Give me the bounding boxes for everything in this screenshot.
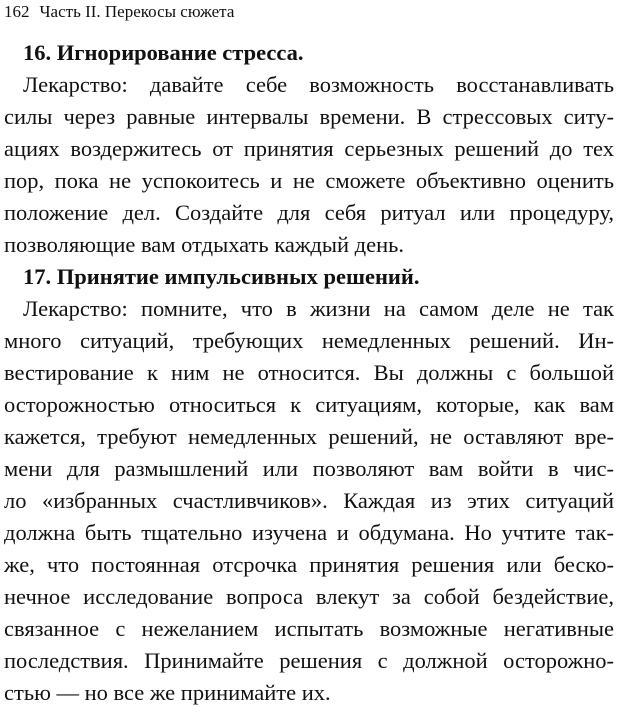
body-line: позволяющие вам отдыхать каждый день. — [4, 232, 404, 257]
body-line: же, что постоянная отсрочка принятия решения или беско- — [4, 552, 614, 577]
body-line: положение дел. Создайте для себя ритуал или процедуру, — [4, 200, 614, 225]
body-line: осторожностью относиться к ситуациям, которые, как вам — [4, 392, 614, 417]
running-head-title: Часть II. Перекосы сюжета — [39, 2, 235, 21]
body-line: мени для размышлений или позволяют вам войти в чис- — [4, 456, 614, 481]
body-line: много ситуаций, требующих немедленных решений. Ин- — [4, 328, 614, 353]
body-line: нечное исследование вопроса влекут за собой бездействие, — [4, 584, 614, 609]
page-number: 162 — [4, 2, 30, 21]
body-line: кажется, требуют немедленных решений, не оставляют вре- — [4, 424, 614, 449]
section-heading-16: 16. Игнорирование стресса. — [23, 40, 304, 65]
running-head — [4, 2, 234, 22]
body-line: пор, пока не успокоитесь и не сможете объективно оценить — [4, 168, 614, 193]
body-line: Лекарство: давайте себе возможность восстанавливать — [23, 72, 614, 97]
body-line: Лекарство: помните, что в жизни на самом деле не так — [23, 296, 614, 321]
body-line: ло «избранных счастливчиков». Каждая из этих ситуаций — [4, 488, 614, 513]
body-line: стью — но все же принимайте их. — [4, 680, 331, 705]
body-line: ациях воздержитесь от принятия серьезных решений до тех — [4, 136, 614, 161]
body-line: связанное с нежеланием испытать возможные негативные — [4, 616, 614, 641]
body-line: силы через равные интервалы времени. В стрессовых ситу- — [4, 104, 614, 129]
body-line: последствия. Принимайте решения с должной осторожно- — [4, 648, 614, 673]
body-line: вестирование к ним не относится. Вы должны с большой — [4, 360, 614, 385]
body-line: должна быть тщательно изучена и обдумана. Но учтите так- — [4, 520, 614, 545]
section-heading-17: 17. Принятие импульсивных решений. — [23, 264, 420, 289]
